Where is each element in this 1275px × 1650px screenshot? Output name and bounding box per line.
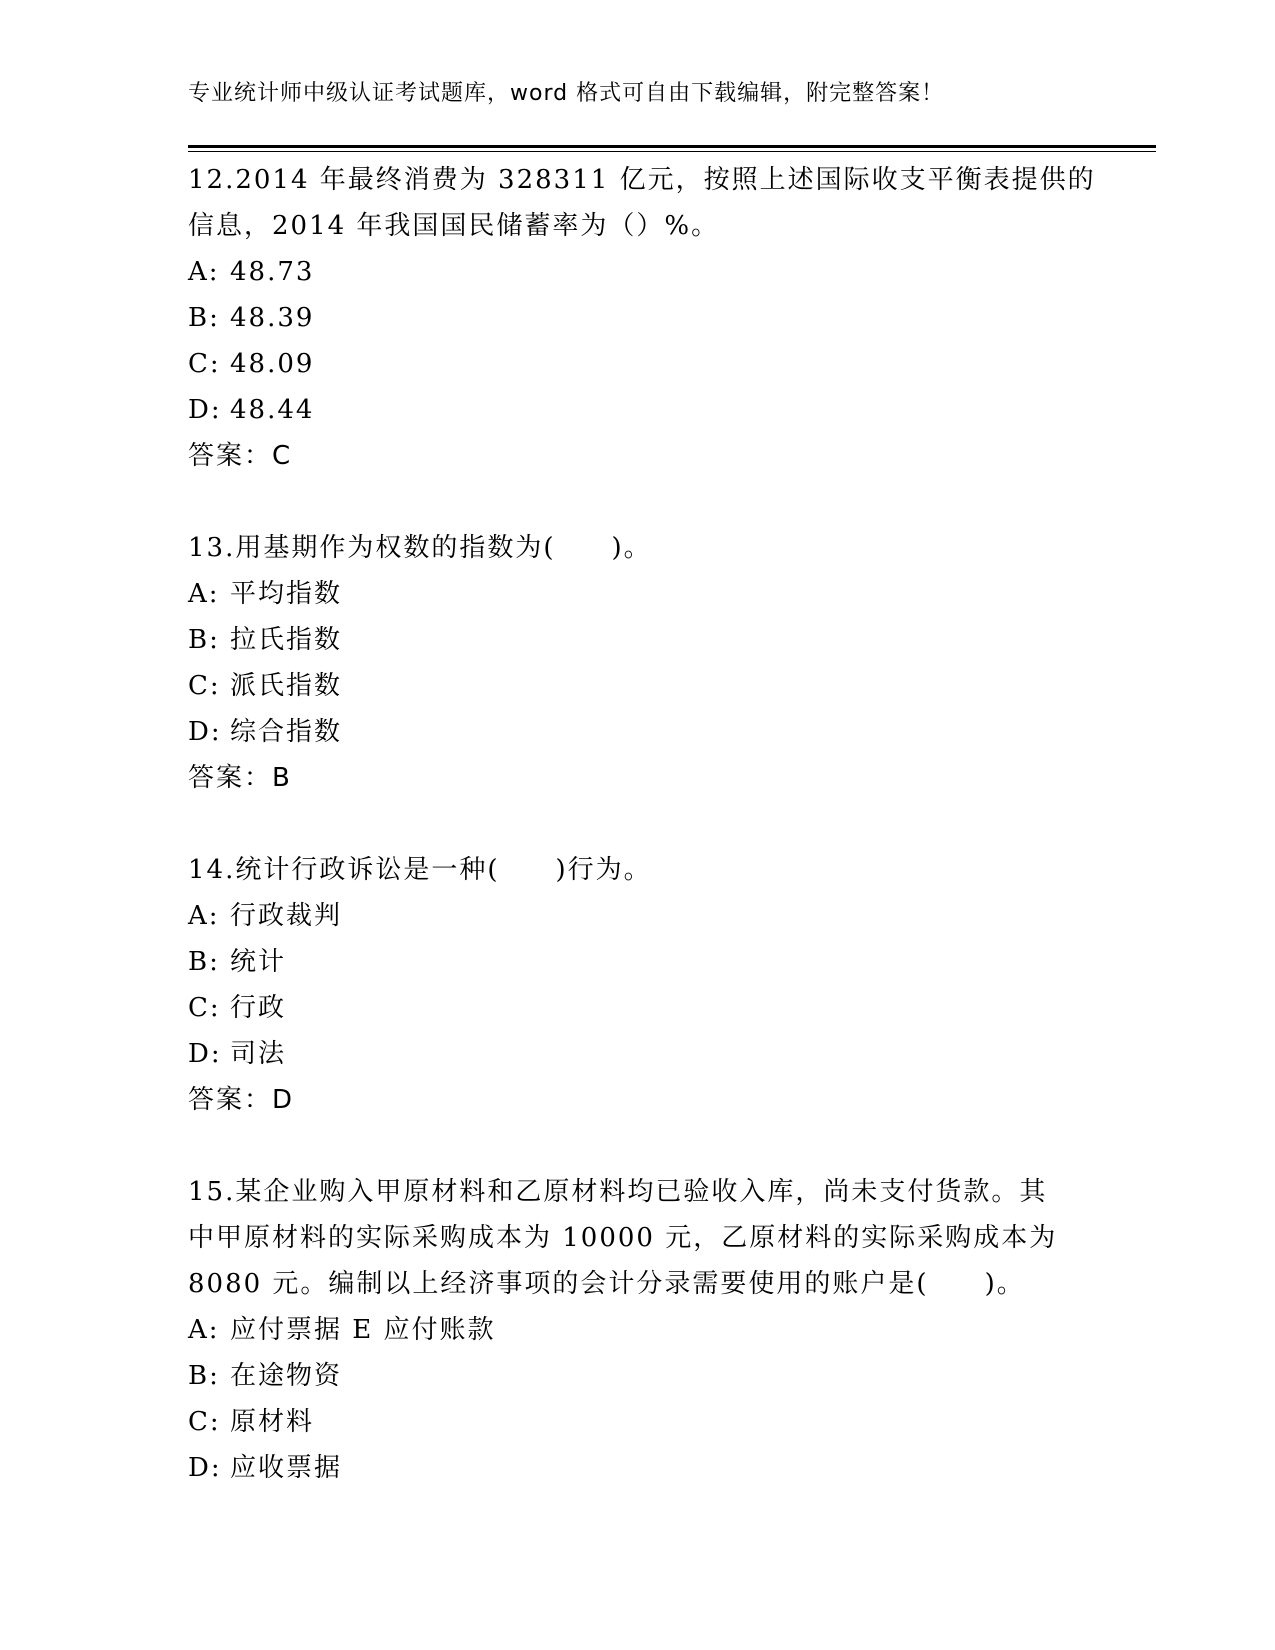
question-15	[188, 1169, 1088, 1491]
option-text: 原材料	[230, 1407, 315, 1437]
option-text: 48.73	[230, 257, 315, 287]
question-stem-line: 15.某企业购入甲原材料和乙原材料均已验收入库，尚未支付货款。其	[188, 1177, 1048, 1207]
option-text: 综合指数	[230, 717, 343, 747]
question-14	[188, 847, 1088, 1123]
answer-line: 答案：D	[188, 1085, 295, 1115]
header-rule-thick	[188, 145, 1156, 148]
option-a	[188, 571, 1088, 617]
option-letter: D:	[188, 1453, 222, 1483]
question-list	[188, 157, 1096, 1491]
question-stem-line: 信息，2014 年我国国民储蓄率为（）%。	[188, 211, 720, 241]
option-text: 应付票据 E 应付账款	[230, 1315, 496, 1345]
option-letter: B:	[188, 947, 220, 977]
option-letter: A:	[188, 1315, 220, 1345]
question-spacer	[188, 479, 1088, 525]
option-c	[188, 1399, 1088, 1445]
question-stem-line: 8080 元。编制以上经济事项的会计分录需要使用的账户是( )。	[188, 1269, 1025, 1299]
option-d	[188, 387, 1088, 433]
question-spacer	[188, 801, 1088, 847]
option-d	[188, 1031, 1088, 1077]
option-d	[188, 709, 1088, 755]
option-text: 统计	[230, 947, 287, 977]
option-text: 司法	[230, 1039, 287, 1069]
option-c	[188, 985, 1088, 1031]
question-stem-line: 14.统计行政诉讼是一种( )行为。	[188, 855, 652, 885]
question-spacer	[188, 1123, 1088, 1169]
option-c	[188, 663, 1088, 709]
option-text: 48.44	[230, 395, 315, 425]
option-letter: B:	[188, 303, 220, 333]
page-header: 专业统计师中级认证考试题库，word 格式可自由下载编辑，附完整答案！	[188, 81, 945, 106]
option-letter: B:	[188, 625, 220, 655]
option-letter: D:	[188, 395, 222, 425]
option-b	[188, 939, 1088, 985]
option-letter: A:	[188, 579, 220, 609]
option-text: 48.09	[230, 349, 315, 379]
option-letter: C:	[188, 349, 221, 379]
option-letter: C:	[188, 671, 221, 701]
option-b	[188, 1353, 1088, 1399]
option-a	[188, 249, 1088, 295]
option-letter: A:	[188, 901, 220, 931]
question-stem-line: 中甲原材料的实际采购成本为 10000 元，乙原材料的实际采购成本为	[188, 1223, 1058, 1253]
question-12	[188, 157, 1096, 479]
option-a	[188, 893, 1088, 939]
option-d	[188, 1445, 1088, 1491]
option-letter: C:	[188, 993, 221, 1023]
option-text: 应收票据	[230, 1453, 343, 1483]
option-b	[188, 617, 1088, 663]
option-letter: A:	[188, 257, 220, 287]
option-text: 派氏指数	[230, 671, 343, 701]
option-letter: C:	[188, 1407, 221, 1437]
option-text: 在途物资	[230, 1361, 343, 1391]
option-text: 平均指数	[230, 579, 343, 609]
question-stem-line: 12.2014 年最终消费为 328311 亿元，按照上述国际收支平衡表提供的	[188, 165, 1096, 195]
question-13	[188, 525, 1088, 801]
option-text: 拉氏指数	[230, 625, 343, 655]
option-letter: D:	[188, 717, 222, 747]
option-text: 行政	[230, 993, 287, 1023]
option-text: 行政裁判	[230, 901, 343, 931]
option-letter: D:	[188, 1039, 222, 1069]
header-rule-thin	[188, 151, 1156, 152]
answer-line: 答案：C	[188, 441, 293, 471]
option-a	[188, 1307, 1088, 1353]
option-b	[188, 295, 1088, 341]
option-text: 48.39	[230, 303, 315, 333]
option-letter: B:	[188, 1361, 220, 1391]
option-c	[188, 341, 1088, 387]
answer-line: 答案：B	[188, 763, 292, 793]
question-stem-line: 13.用基期作为权数的指数为( )。	[188, 533, 652, 563]
